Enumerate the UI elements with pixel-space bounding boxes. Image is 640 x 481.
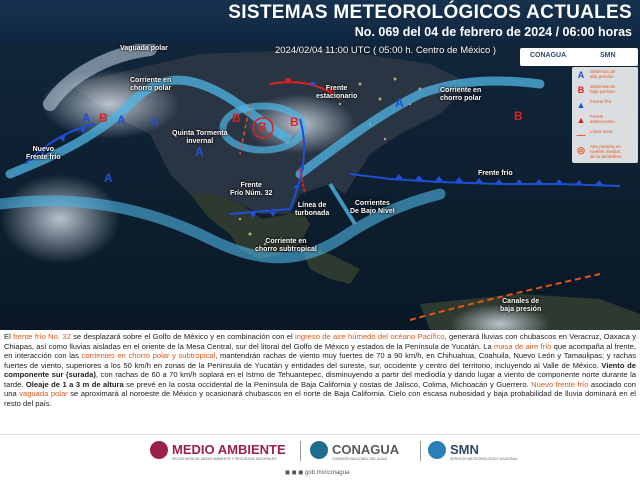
social-url[interactable]: gob.mx/conagua [304, 470, 350, 476]
label-low-level-jets: Corrientes De Bajo Nivel [350, 200, 395, 215]
bulletin-highlight: vaguada polar [19, 389, 68, 398]
dry-line-icon: — [576, 130, 586, 140]
bulletin-highlight: frente frío No. 32 [13, 332, 71, 341]
conagua-name: CONAGUA [332, 442, 400, 457]
medio-ambiente-name: MEDIO AMBIENTE [172, 442, 286, 457]
low-pressure-icon: B [577, 85, 585, 95]
label-jet-polar-west: Corriente en chorro polar [130, 77, 172, 92]
bulletin-text: que acompaña al frente, en interacción con las [4, 341, 637, 360]
legend-label: Línea seca [590, 129, 613, 134]
low-pressure-b-3: B [258, 120, 267, 134]
low-pressure-b-2: B [232, 111, 241, 125]
logo-smn [428, 439, 518, 463]
bulletin-text: se prevé en la costa occidental de la Península de Baja California y costas de Jalisco, Colima, Michoacán y Guerrero. [123, 379, 532, 389]
social-links[interactable] [285, 469, 349, 476]
smn-name: SMN [450, 442, 479, 457]
polar-jet-west-tip [280, 134, 290, 140]
map-logo-conagua: CONAGUA [530, 52, 567, 59]
logo-medio-ambiente [150, 439, 290, 463]
high-pressure-a-3: A [104, 171, 113, 185]
medio-ambiente-subtitle: SECRETARÍA DE MEDIO AMBIENTE Y RECURSOS NATURALES [172, 457, 277, 461]
conagua-emblem-icon [310, 441, 328, 459]
bulletin-bold: Oleaje de 1 a 3 m de altura [25, 379, 124, 389]
legend-label: Frente estacionario [590, 114, 615, 124]
legend-label: Frente frío [590, 99, 612, 104]
legend-item-high [574, 69, 638, 81]
bulletin-text: , generará lluvias con chubascos en Veracruz, Oaxaca y Chiapas, así como lluvias aisladas en el oriente de la Mesa Central, sur del litoral del Golfo de México y estados de la Península de Yucatán. La [4, 332, 636, 351]
cloud-mass-pacific [0, 171, 120, 264]
high-pressure-a-1: A [82, 111, 91, 125]
bulletin-paragraph [4, 332, 636, 408]
legend-label: Sistemas de baja presión [590, 84, 616, 94]
smn-emblem-icon [428, 441, 446, 459]
label-cold-front-east: Frente frío [478, 170, 513, 177]
legend-item-mid-level-high [574, 144, 638, 162]
low-pressure-b-5: B [514, 109, 523, 123]
logo-conagua [310, 439, 420, 463]
bulletin-highlight: Nuevo frente frío [531, 379, 589, 389]
label-subtropical-jet: Corriente en chorro subtropical [255, 238, 317, 253]
legend-item-dry-line [574, 129, 638, 141]
bulletin-text-area [0, 330, 640, 434]
social-icons: ◼ ◼ ◼ [285, 470, 305, 476]
high-pressure-a-2: A [117, 113, 126, 127]
low-pressure-b-1: B [99, 111, 108, 125]
high-pressure-a-5: A [195, 145, 204, 159]
label-fifth-winter-storm: Quinta Tormenta invernal [172, 130, 228, 145]
cold-front-icon: ▲ [576, 100, 586, 110]
bulletin-number-date: No. 069 del 04 de febrero de 2024 / 06:00 horas [354, 25, 632, 39]
footer-separator [300, 441, 301, 461]
high-pressure-a-6: A [395, 96, 404, 110]
bulletin-text: se desplazará sobre el Golfo de México y en combinación con el [70, 332, 296, 341]
legend-label: Alta presión en niveles medios de la atmósfera [590, 144, 622, 159]
legend-item-cold-front [574, 99, 638, 111]
bulletin-highlight: ingreso de aire húmedo del océano Pacífico [295, 332, 445, 341]
map-logo-smn: SMN [600, 52, 616, 59]
legend-label: Sistemas de alta presión [590, 69, 616, 79]
legend-item-stationary-front [574, 114, 638, 126]
legend-item-low [574, 84, 638, 96]
satellite-timestamp: 2024/02/04 11:00 UTC ( 05:00 h. Centro de México ) [275, 45, 497, 56]
label-squall-line: Línea de turbonada [295, 202, 330, 217]
bulletin-text: , mantendrán rachas de viento muy fuertes de 70 a 90 km/h, en Chihuahua, Coahuila, Nuevo León y Tamaulipas; y rachas fuertes de viento, superiores a los 50 km/h en zonas de la Península de Yucatán y entidades del sureste, sur, occidente y centro del territorio, incluyendo al Valle de México. [4, 351, 636, 370]
low-pressure-b-4: B [290, 115, 299, 129]
bulletin-bold: Viento de componente sur (surada) [4, 360, 636, 379]
footer-separator [420, 441, 421, 461]
smn-subtitle: SERVICIO METEOROLÓGICO NACIONAL [450, 457, 518, 461]
label-jet-polar-east: Corriente en chorro polar [440, 87, 482, 102]
footer-logos [0, 434, 640, 481]
mid-level-high-icon: ◎ [577, 145, 585, 155]
stationary-front-icon: ▲ [576, 115, 586, 125]
bulletin-text: El [4, 332, 14, 341]
label-cold-front-32: Frente Frío Núm. 32 [230, 182, 273, 197]
label-vaguada-polar: Vaguada polar [120, 45, 168, 52]
medio-ambiente-emblem-icon [150, 441, 168, 459]
high-pressure-icon: A [577, 70, 585, 80]
bulletin-text: asociado con una [4, 379, 636, 398]
weather-map [0, 44, 640, 330]
header-bar [0, 0, 640, 44]
bulletin-highlight: corrientes en chorro polar y subtropical [81, 351, 216, 360]
label-low-pressure-channels: Canales de baja presión [500, 298, 542, 313]
conagua-subtitle: COMISIÓN NACIONAL DEL AGUA [332, 457, 387, 461]
label-new-cold-front: Nuevo Frente frío [26, 146, 61, 161]
bulletin-text: se aproximará al noroeste de México y ocasionará chubascos en el norte de Baja California. Cielo con escasa nubosidad y baja probabilidad de lluvia dominará en el resto del país. [4, 389, 636, 408]
map-legend [572, 67, 638, 163]
bulletin-text: , con rachas de 60 a 70 km/h soplará en el Istmo de Tehuantepec, disminuyendo a partir del mediodía y dando lugar a viento de componente norte durante la tarde. [4, 370, 637, 389]
label-stationary-front: Frente estacionario [316, 85, 358, 100]
page-title: SISTEMAS METEOROLÓGICOS ACTUALES [228, 2, 632, 23]
map-logo-box [520, 48, 638, 66]
high-pressure-a-4: A [150, 115, 159, 129]
bulletin-highlight: masa de aire frío [494, 341, 552, 351]
